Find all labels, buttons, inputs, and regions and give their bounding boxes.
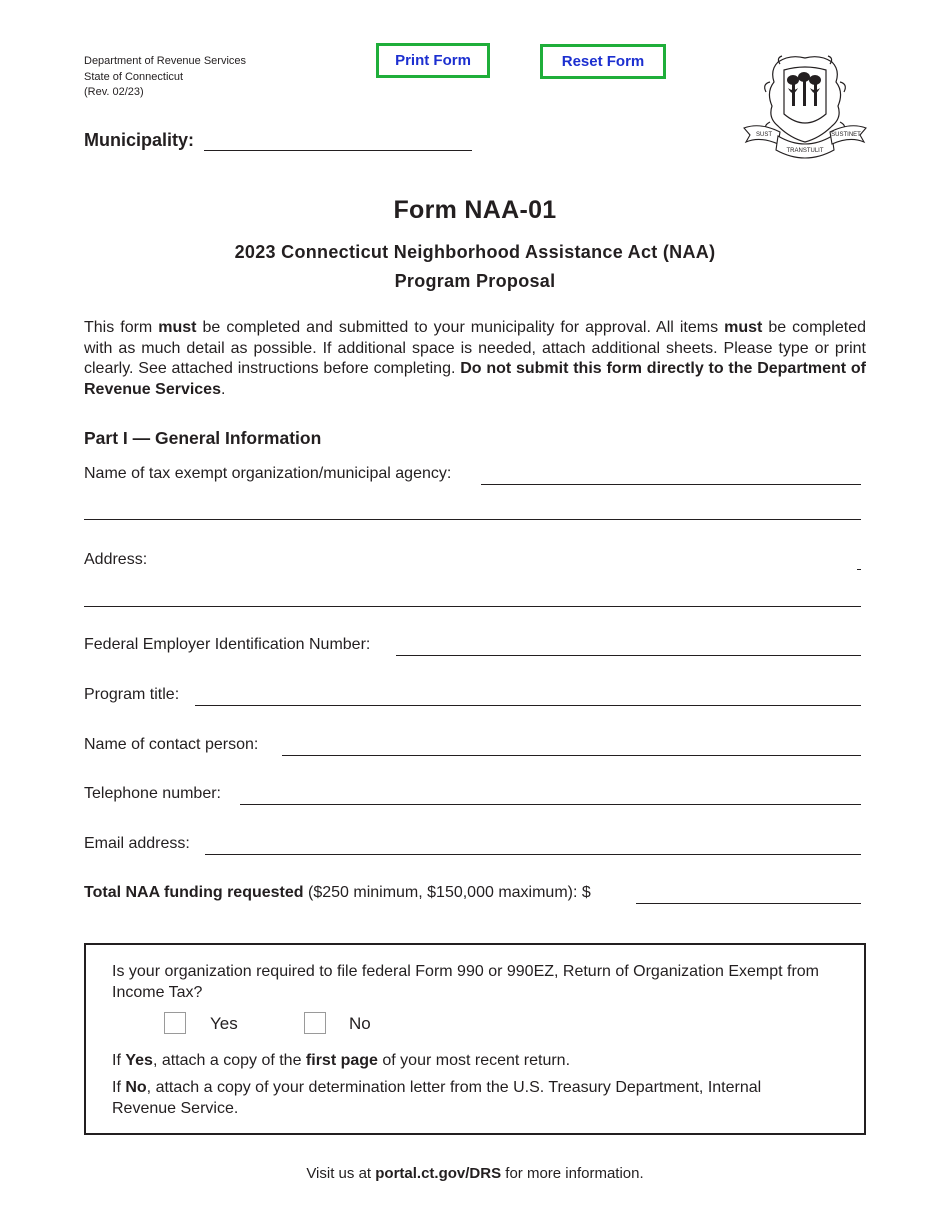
form-number: Form NAA-01 <box>393 196 557 224</box>
seal-motto-mid: TRANSTULIT <box>786 148 824 154</box>
fein-label: Federal Employer Identification Number: <box>84 636 371 653</box>
phone-field[interactable] <box>240 804 861 805</box>
municipality-label: Municipality: <box>84 130 195 150</box>
instructions-paragraph: This form must be completed and submitted to your municipality for approval. All items must be completed with as much detail as possible. If additional space is needed, attach additional sheets. Please type or print clearly. See attached instructions before completing. Do not submit this form directly to the Department of Revenue Services. <box>84 319 866 398</box>
no-checkbox[interactable] <box>304 1012 326 1034</box>
funding-field[interactable] <box>636 903 861 904</box>
if-yes-note: If Yes, attach a copy of the first page of your most recent return. <box>112 1052 571 1069</box>
dept-name: Department of Revenue Services <box>84 55 247 67</box>
no-label: No <box>349 1014 371 1033</box>
form-title-line1: 2023 Connecticut Neighborhood Assistance Act (NAA) <box>234 242 716 262</box>
form990-question: Is your organization required to file federal Form 990 or 990EZ, Return of Organization Exempt from Income Tax? <box>112 963 820 1001</box>
form-title <box>0 238 950 296</box>
org-name-field-line2[interactable] <box>84 519 861 520</box>
funding-label: Total NAA funding requested ($250 minimum, $150,000 maximum): $ <box>84 884 591 901</box>
footer: Visit us at portal.ct.gov/DRS for more information. <box>306 1165 644 1182</box>
revision: (Rev. 02/23) <box>84 86 144 98</box>
address-field-line2[interactable] <box>84 606 861 607</box>
municipality-field[interactable] <box>204 150 472 151</box>
org-name-field[interactable] <box>481 484 861 485</box>
drs-link[interactable]: portal.ct.gov/DRS <box>375 1165 502 1182</box>
address-field[interactable] <box>857 569 861 570</box>
email-label: Email address: <box>84 835 190 852</box>
contact-label: Name of contact person: <box>84 736 259 753</box>
address-label: Address: <box>84 551 148 568</box>
contact-field[interactable] <box>282 755 861 756</box>
state-seal-icon <box>740 52 870 164</box>
if-no-note: If No, attach a copy of your determination letter from the U.S. Treasury Department, Internal Revenue Service. <box>112 1079 762 1117</box>
yes-checkbox[interactable] <box>164 1012 186 1034</box>
seal-motto-right: SUSTINET <box>831 132 861 138</box>
print-form-button[interactable]: Print Form <box>376 43 490 78</box>
program-title-field[interactable] <box>195 705 861 706</box>
phone-label: Telephone number: <box>84 785 221 802</box>
email-field[interactable] <box>205 854 861 855</box>
org-name-label: Name of tax exempt organization/municipal agency: <box>84 465 452 482</box>
agency-header <box>84 54 246 101</box>
part1-heading: Part I — General Information <box>84 428 322 448</box>
reset-form-button[interactable]: Reset Form <box>540 44 666 79</box>
seal-motto-left: SUST <box>755 132 773 138</box>
program-title-label: Program title: <box>84 686 180 703</box>
yes-label: Yes <box>210 1014 238 1033</box>
state-name: State of Connecticut <box>84 70 184 83</box>
form-title-line2: Program Proposal <box>394 271 556 291</box>
fein-field[interactable] <box>396 655 861 656</box>
